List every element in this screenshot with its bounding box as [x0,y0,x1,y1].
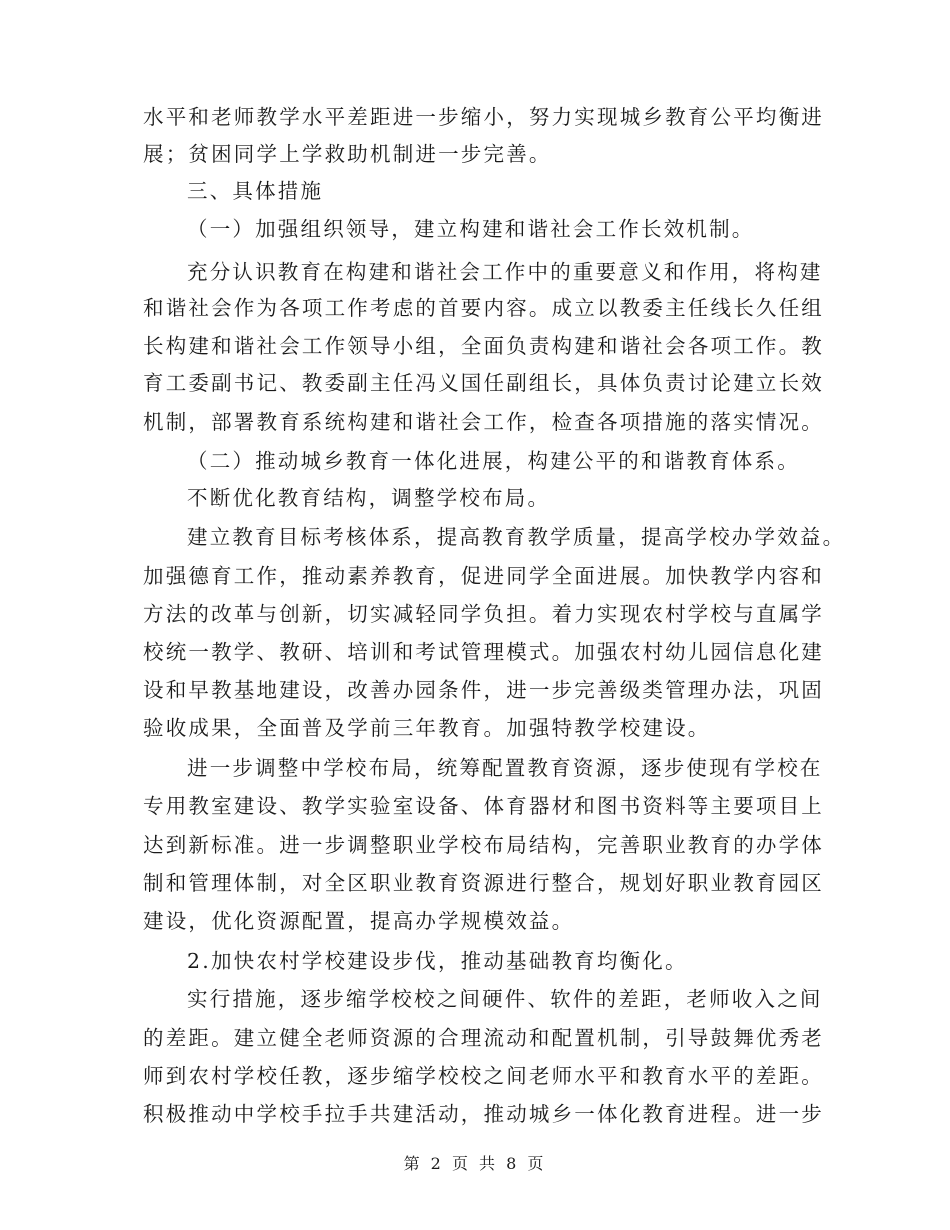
text-line: 设和早教基地建设，改善办园条件，进一步完善级类管理办法，巩固 [143,678,824,702]
subsection-heading: （一）加强组织领导，建立构建和谐社会工作长效机制。 [187,217,755,241]
text-line: 验收成果，全面普及学前三年教育。加强特教学校建设。 [143,716,711,740]
text-line: 的差距。建立健全老师资源的合理流动和配置机制，引导鼓舞优秀老 [143,1026,824,1050]
text-line: 达到新标准。进一步调整职业学校布局结构，完善职业教育的办学体 [143,833,824,857]
text-line: 方法的改革与创新，切实减轻同学负担。着力实现农村学校与直属学 [143,602,824,626]
text-line: 建设，优化资源配置，提高办学规模效益。 [143,909,575,933]
text-line: 加强德育工作，推动素养教育，促进同学全面进展。加快教学内容和 [143,564,824,588]
text-line: 积极推动中学校手拉手共建活动，推动城乡一体化教育进程。进一步 [143,1102,824,1126]
text-line: 专用教室建设、教学实验室设备、体育器材和图书资料等主要项目上 [143,794,824,818]
text-line: 校统一教学、教研、培训和考试管理模式。加强农村幼儿园信息化建 [143,640,824,664]
text-line: 建立教育目标考核体系，提高教育教学质量，提高学校办学效益。 [187,525,846,549]
numbered-heading: 2.加快农村学校建设步伐，推动基础教育均衡化。 [187,949,688,973]
page-number-footer: 第 2 页 共 8 页 [403,1154,547,1173]
text-line: 长构建和谐社会工作领导小组，全面负责构建和谐社会各项工作。教 [143,334,824,358]
text-line: 展；贫困同学上学救助机制进一步完善。 [143,142,552,166]
text-line: 制和管理体制，对全区职业教育资源进行整合，规划好职业教育园区 [143,871,824,895]
section-heading: 三、具体措施 [187,179,324,203]
subsection-heading: （二）推动城乡教育一体化进展，构建公平的和谐教育体系。 [187,449,800,473]
text-line: 和谐社会作为各项工作考虑的首要内容。成立以教委主任线长久任组 [143,296,824,320]
text-line: 育工委副书记、教委副主任冯义国任副组长，具体负责讨论建立长效 [143,371,824,395]
text-line: 机制，部署教育系统构建和谐社会工作，检查各项措施的落实情况。 [143,410,824,434]
text-line: 不断优化教育结构，调整学校布局。 [187,486,551,510]
text-line: 师到农村学校任教，逐步缩学校校之间老师水平和教育水平的差距。 [143,1064,824,1088]
text-line: 进一步调整中学校布局，统筹配置教育资源，逐步使现有学校在 [187,756,823,780]
text-line: 水平和老师教学水平差距进一步缩小，努力实现城乡教育公平均衡进 [143,105,824,129]
text-line: 实行措施，逐步缩学校校之间硬件、软件的差距，老师收入之间 [187,987,823,1011]
text-line: 充分认识教育在构建和谐社会工作中的重要意义和作用，将构建 [187,260,823,284]
